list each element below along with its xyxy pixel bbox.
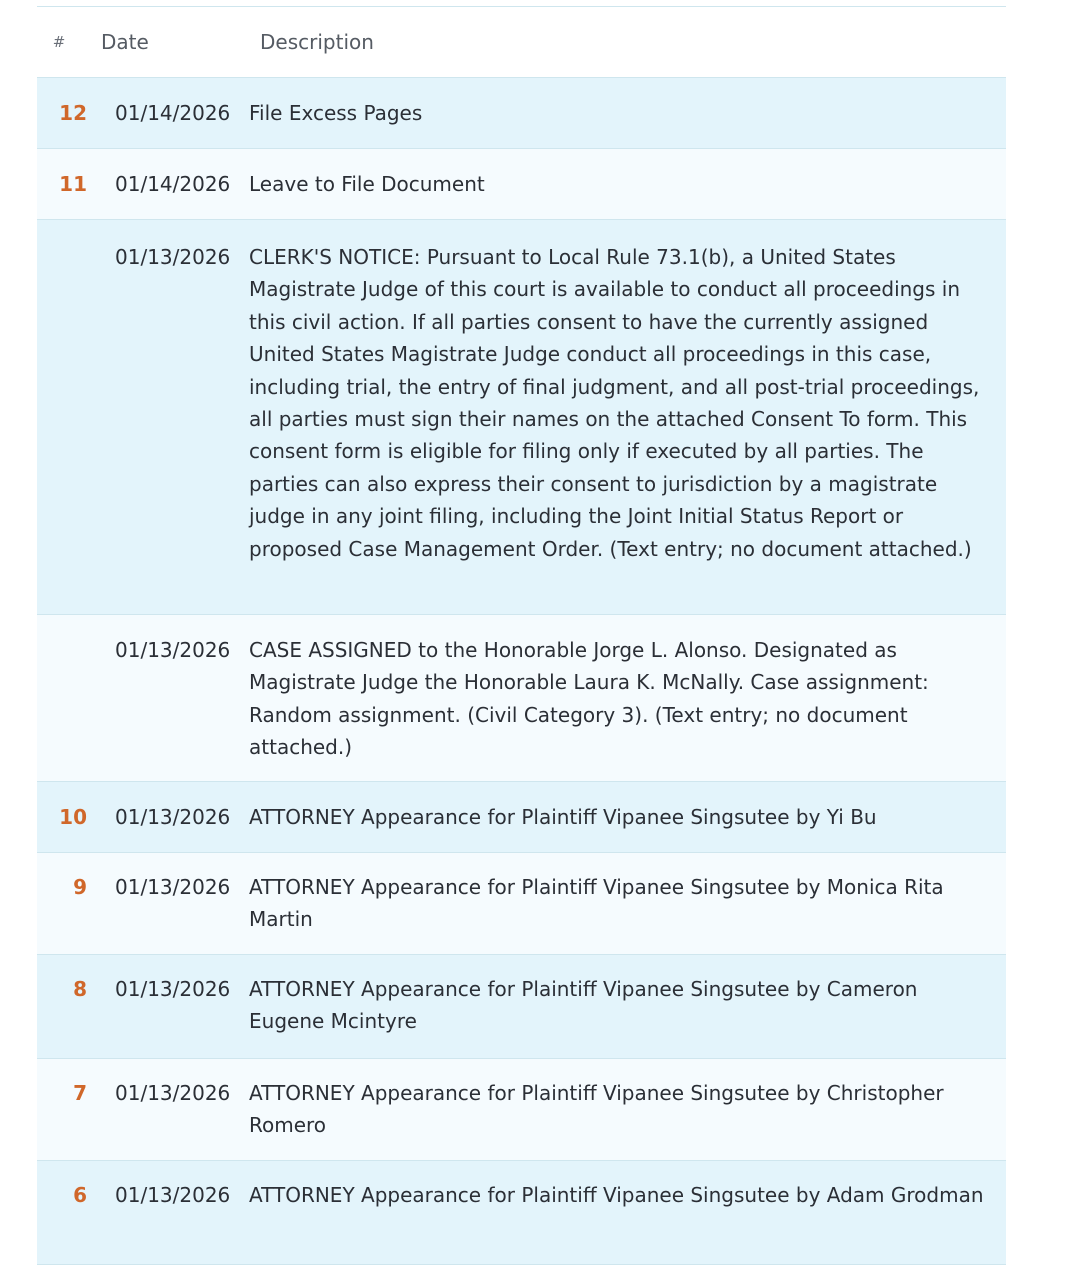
entry-description: ATTORNEY Appearance for Plaintiff Vipanee Singsutee by Christopher Romero [249, 1081, 944, 1138]
table-row [37, 1161, 1006, 1265]
entry-number[interactable]: 7 [73, 1081, 87, 1105]
entry-number[interactable]: 11 [59, 172, 87, 196]
entry-date: 01/13/2026 [115, 1081, 231, 1105]
docket-table [37, 6, 1006, 1265]
entry-number[interactable]: 8 [73, 977, 87, 1001]
table-row [37, 220, 1006, 615]
entry-date: 01/13/2026 [115, 805, 231, 829]
entry-number[interactable]: 10 [59, 805, 87, 829]
entry-number[interactable]: 9 [73, 875, 87, 899]
entry-description: ATTORNEY Appearance for Plaintiff Vipanee Singsutee by Yi Bu [249, 805, 877, 829]
header-number: # [52, 33, 66, 51]
entry-description: File Excess Pages [249, 101, 423, 125]
table-row [37, 78, 1006, 149]
table-row [37, 615, 1006, 782]
entry-date: 01/13/2026 [115, 245, 231, 269]
entry-date: 01/13/2026 [115, 977, 231, 1001]
table-row [37, 955, 1006, 1059]
entry-description: CLERK'S NOTICE: Pursuant to Local Rule 73.1(b), a United States Magistrate Judge of this court is available to conduct all proceedings in this civil action. If all parties consent to have the currently assigned United States Magistrate Judge conduct all proceedings in this case, including trial, the entry of final judgment, and all post-trial proceedings, all parties must sign their names on the attached Consent To form. This consent form is eligible for filing only if executed by all parties. The parties can also express their consent to jurisdiction by a magistrate judge in any joint filing, including the Joint Initial Status Report or proposed Case Management Order. (Text entry; no document attached.) [249, 245, 980, 561]
header-description: Description [260, 30, 374, 54]
entry-date: 01/13/2026 [115, 875, 231, 899]
entry-date: 01/13/2026 [115, 638, 231, 662]
table-row [37, 853, 1006, 955]
entry-description: Leave to File Document [249, 172, 485, 196]
table-row [37, 1059, 1006, 1161]
entry-description: CASE ASSIGNED to the Honorable Jorge L. Alonso. Designated as Magistrate Judge the Honorable Laura K. McNally. Case assignment: Random assignment. (Civil Category 3). (Text entry; no document attached.) [249, 638, 929, 760]
entry-description: ATTORNEY Appearance for Plaintiff Vipanee Singsutee by Cameron Eugene Mcintyre [249, 977, 918, 1034]
header-date: Date [101, 30, 149, 54]
entry-date: 01/13/2026 [115, 1183, 231, 1207]
entry-number[interactable]: 12 [59, 101, 87, 125]
entry-description: ATTORNEY Appearance for Plaintiff Vipanee Singsutee by Monica Rita Martin [249, 875, 944, 932]
entry-date: 01/14/2026 [115, 101, 231, 125]
table-header [37, 7, 1006, 78]
entry-date: 01/14/2026 [115, 172, 231, 196]
entry-description: ATTORNEY Appearance for Plaintiff Vipanee Singsutee by Adam Grodman [249, 1183, 984, 1207]
table-row [37, 149, 1006, 220]
table-row [37, 782, 1006, 853]
entry-number[interactable]: 6 [73, 1183, 87, 1207]
